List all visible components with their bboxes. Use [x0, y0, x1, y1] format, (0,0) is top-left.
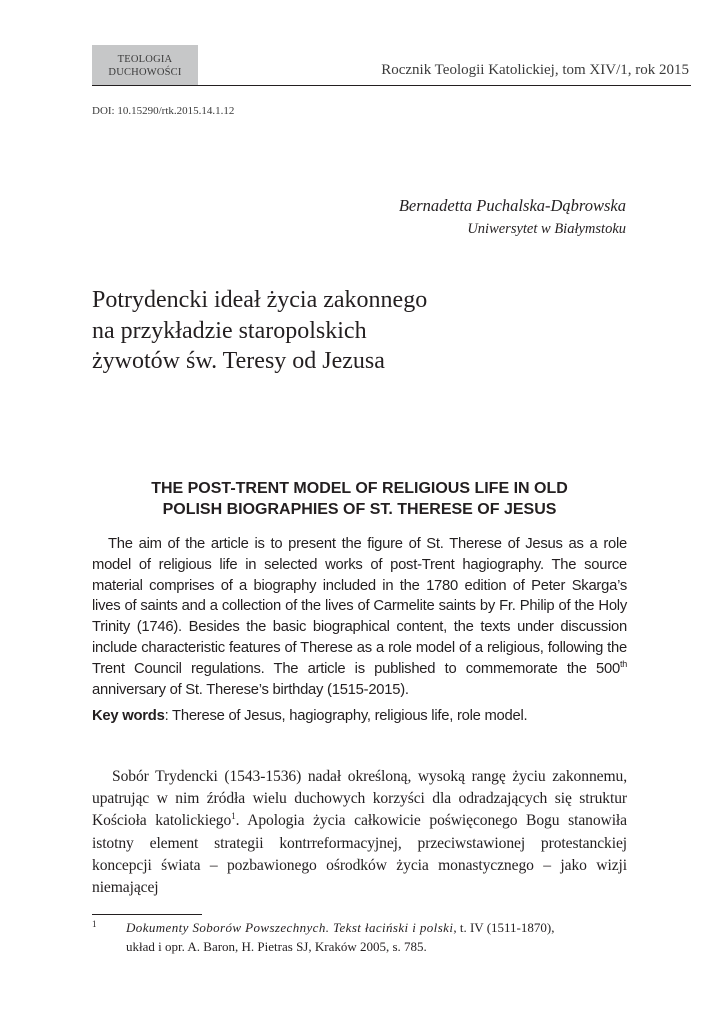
doi: DOI: 10.15290/rtk.2015.14.1.12 — [92, 105, 235, 117]
title-line-1: Potrydencki ideał życia zakonnego — [92, 287, 428, 313]
abstract-heading-line-1: THE POST-TRENT MODEL OF RELIGIOUS LIFE IN OLD — [151, 480, 568, 497]
body-paragraph-part-2: . Apologia życia całkowicie poświęconego Bogu stanowiła istotny element strategii kontrreformacyjnej, przeciwstawionej protestanckiej koncepcji świata – pozbawionego ośrodków życia monastycznego – jako wizji niemającej — [92, 812, 627, 897]
footnote-line-1 — [92, 918, 627, 937]
header-rule — [92, 85, 691, 86]
article-title — [92, 285, 652, 377]
keywords — [92, 706, 627, 727]
footnote-marker: 1 — [92, 919, 97, 929]
abstract-text — [92, 534, 627, 700]
footnote-text-rest: , t. IV (1511-1870), — [453, 920, 555, 935]
title-line-2: na przykładzie staropolskich — [92, 317, 367, 344]
abstract-heading-line-2: POLISH BIOGRAPHIES OF ST. THERESE OF JESUS — [162, 501, 557, 518]
footnote-reference[interactable]: 1 — [231, 811, 236, 822]
author-block — [399, 194, 626, 240]
keywords-text: : Therese of Jesus, hagiography, religious life, role model. — [164, 708, 528, 724]
footnote-line-2: układ i opr. A. Baron, H. Pietras SJ, Kraków 2005, s. 785. — [126, 939, 427, 954]
badge-line-1: TEOLOGIA — [117, 53, 173, 65]
body-paragraph-part-1: Sobór Trydencki (1543-1536) nadał określoną, wysoką rangę życiu zakonnemu, upatrując w nim źródła wielu duchowych korzyści dla odradzających się struktur Kościoła katolickiego — [92, 768, 627, 830]
footnote-rule — [92, 914, 202, 915]
footnote-title: Dokumenty Soborów Powszechnych. Tekst łaciński i polski — [126, 920, 454, 935]
abstract-text-part-1: The aim of the article is to present the figure of St. Therese of Jesus as a role model of religious life in selected works of post-Trent hagiography. The source material comprises of a biography included in the 1780 edition of Peter Skarga’s lives of saints and a collection of the lives of Carmelite saints by Fr. Philip of the Holy Trinity (1746). Besides the basic biographical content, the texts under discussion include characteristic features of Therese as a role model of a religious, following the Trent Council regulations. The article is published to commemorate the 500 — [92, 536, 627, 677]
footnote — [92, 918, 627, 956]
abstract-heading — [92, 478, 627, 520]
badge-line-2: DUCHOWOŚCI — [108, 66, 182, 78]
author-name: Bernadetta Puchalska-Dąbrowska — [398, 196, 626, 215]
body-paragraph — [92, 766, 627, 899]
title-line-3: żywotów św. Teresy od Jezusa — [92, 348, 385, 374]
journal-section-badge — [92, 45, 198, 86]
abstract-text-part-2: anniversary of St. Therese’s birthday (1515-2015). — [92, 681, 409, 698]
author-affiliation: Uniwersytet w Białymstoku — [467, 221, 626, 237]
abstract-superscript: th — [619, 658, 627, 669]
journal-info: Rocznik Teologii Katolickiej, tom XIV/1, rok 2015 — [381, 62, 689, 78]
keywords-label: Key words — [92, 708, 165, 724]
